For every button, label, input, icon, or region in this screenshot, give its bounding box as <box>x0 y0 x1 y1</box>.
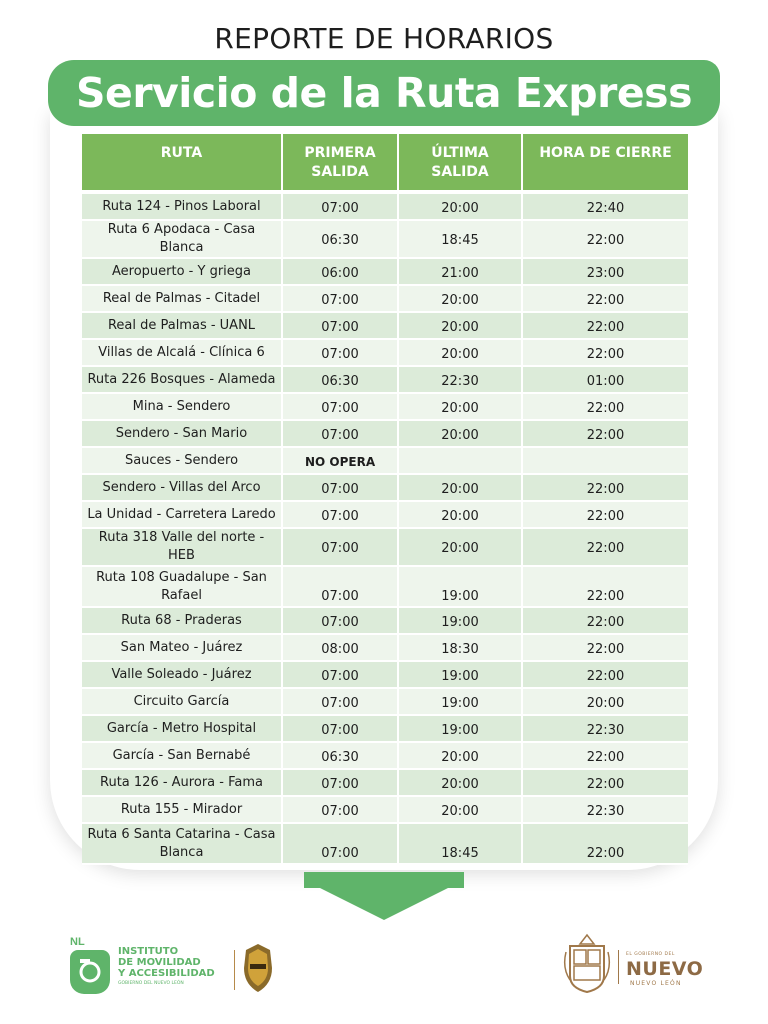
last-departure-cell: 18:45 <box>398 823 522 864</box>
nl-tag: NL <box>70 936 85 948</box>
last-departure-cell: 21:00 <box>398 258 522 285</box>
table-row <box>82 366 688 393</box>
last-departure-cell: 20:00 <box>398 192 522 220</box>
table-row <box>82 634 688 661</box>
last-departure-cell: 19:00 <box>398 715 522 742</box>
last-departure-cell: 20:00 <box>398 742 522 769</box>
first-departure-cell: 07:00 <box>282 339 398 366</box>
table-row <box>82 220 688 258</box>
coat-of-arms-icon <box>562 932 612 996</box>
route-cell: Sendero - San Mario <box>82 420 282 447</box>
col-header-route: RUTA <box>82 134 282 192</box>
first-departure-cell: 07:00 <box>282 393 398 420</box>
closing-time-cell: 22:00 <box>522 607 688 634</box>
table-row <box>82 769 688 796</box>
last-departure-cell: 19:00 <box>398 661 522 688</box>
table-row <box>82 285 688 312</box>
route-cell: San Mateo - Juárez <box>82 634 282 661</box>
closing-time-cell: 22:00 <box>522 312 688 339</box>
route-cell: Ruta 124 - Pinos Laboral <box>82 192 282 220</box>
closing-time-cell: 22:30 <box>522 796 688 823</box>
table-row <box>82 528 688 566</box>
first-departure-cell: 07:00 <box>282 566 398 607</box>
route-cell: Sendero - Villas del Arco <box>82 474 282 501</box>
route-cell: Ruta 155 - Mirador <box>82 796 282 823</box>
closing-time-cell: 22:00 <box>522 769 688 796</box>
first-departure-cell: 06:30 <box>282 742 398 769</box>
first-departure-cell: 07:00 <box>282 312 398 339</box>
table-row <box>82 607 688 634</box>
closing-time-cell: 20:00 <box>522 688 688 715</box>
last-departure-cell: 20:00 <box>398 393 522 420</box>
route-cell: Real de Palmas - Citadel <box>82 285 282 312</box>
route-cell: La Unidad - Carretera Laredo <box>82 501 282 528</box>
institute-subtitle: GOBIERNO DEL NUEVO LEÓN <box>118 981 184 986</box>
first-departure-cell: 07:00 <box>282 285 398 312</box>
table-row <box>82 420 688 447</box>
closing-time-cell: 22:40 <box>522 192 688 220</box>
route-cell: Ruta 6 Apodaca - Casa Blanca <box>82 220 282 258</box>
table-row <box>82 312 688 339</box>
last-departure-cell: 20:00 <box>398 312 522 339</box>
closing-time-cell: 22:30 <box>522 715 688 742</box>
closing-time-cell: 01:00 <box>522 366 688 393</box>
closing-time-cell: 22:00 <box>522 742 688 769</box>
table-row <box>82 796 688 823</box>
closing-time-cell: 22:00 <box>522 285 688 312</box>
first-departure-cell: 06:30 <box>282 220 398 258</box>
first-departure-cell: 06:00 <box>282 258 398 285</box>
closing-time-cell: 22:00 <box>522 528 688 566</box>
last-departure-cell: 19:00 <box>398 566 522 607</box>
table-row <box>82 192 688 220</box>
logo-divider <box>234 950 235 990</box>
route-cell: Aeropuerto - Y griega <box>82 258 282 285</box>
route-cell: Ruta 68 - Praderas <box>82 607 282 634</box>
first-departure-cell: 07:00 <box>282 474 398 501</box>
gov-logo-divider <box>618 950 619 984</box>
first-departure-cell: 07:00 <box>282 688 398 715</box>
first-departure-cell: 06:30 <box>282 366 398 393</box>
route-cell: Ruta 318 Valle del norte - HEB <box>82 528 282 566</box>
government-logo <box>560 932 710 1002</box>
route-cell: Ruta 6 Santa Catarina - Casa Blanca <box>82 823 282 864</box>
last-departure-cell: 20:00 <box>398 528 522 566</box>
closing-time-cell: 22:00 <box>522 661 688 688</box>
first-departure-cell: 07:00 <box>282 796 398 823</box>
first-departure-cell: 07:00 <box>282 715 398 742</box>
closing-time-cell: 22:00 <box>522 474 688 501</box>
closing-time-cell: 22:00 <box>522 566 688 607</box>
table-row <box>82 447 688 474</box>
col-header-first-departure: PRIMERA SALIDA <box>282 134 398 192</box>
table-row <box>82 661 688 688</box>
nl-badge-icon <box>70 950 110 994</box>
last-departure-cell: 20:00 <box>398 420 522 447</box>
closing-time-cell: 22:00 <box>522 823 688 864</box>
gov-top-text: EL GOBIERNO DEL <box>626 952 675 957</box>
first-departure-cell: 08:00 <box>282 634 398 661</box>
route-cell: Sauces - Sendero <box>82 447 282 474</box>
last-departure-cell: 20:00 <box>398 796 522 823</box>
closing-time-cell <box>522 447 688 474</box>
table-row <box>82 566 688 607</box>
last-departure-cell: 19:00 <box>398 607 522 634</box>
closing-time-cell: 23:00 <box>522 258 688 285</box>
route-cell: García - San Bernabé <box>82 742 282 769</box>
last-departure-cell: 20:00 <box>398 501 522 528</box>
report-heading: REPORTE DE HORARIOS <box>214 22 554 55</box>
table-row <box>82 339 688 366</box>
table-row <box>82 688 688 715</box>
not-operating-note: NO OPERA <box>282 447 398 474</box>
first-departure-cell: 07:00 <box>282 192 398 220</box>
closing-time-cell: 22:00 <box>522 220 688 258</box>
first-departure-cell: 07:00 <box>282 528 398 566</box>
institute-name: INSTITUTO DE MOVILIDAD Y ACCESIBILIDAD <box>118 946 215 979</box>
route-cell: Valle Soleado - Juárez <box>82 661 282 688</box>
route-cell: Circuito García <box>82 688 282 715</box>
first-departure-cell: 07:00 <box>282 607 398 634</box>
schedule-table <box>82 134 688 865</box>
route-cell: Ruta 226 Bosques - Alameda <box>82 366 282 393</box>
first-departure-cell: 07:00 <box>282 661 398 688</box>
last-departure-cell: 20:00 <box>398 769 522 796</box>
down-arrow-icon <box>304 880 464 920</box>
first-departure-cell: 07:00 <box>282 420 398 447</box>
gov-sub-text: NUEVO LEÓN <box>630 980 682 987</box>
last-departure-cell: 19:00 <box>398 688 522 715</box>
banner-title: Servicio de la Ruta Express <box>76 69 692 117</box>
closing-time-cell: 22:00 <box>522 420 688 447</box>
last-departure-cell: 18:45 <box>398 220 522 258</box>
route-cell: Real de Palmas - UANL <box>82 312 282 339</box>
last-departure-cell <box>398 447 522 474</box>
route-cell: García - Metro Hospital <box>82 715 282 742</box>
table-row <box>82 258 688 285</box>
route-cell: Villas de Alcalá - Clínica 6 <box>82 339 282 366</box>
col-header-closing-time: HORA DE CIERRE <box>522 134 688 192</box>
last-departure-cell: 18:30 <box>398 634 522 661</box>
last-departure-cell: 20:00 <box>398 339 522 366</box>
closing-time-cell: 22:00 <box>522 634 688 661</box>
institute-logo <box>64 936 304 1000</box>
closing-time-cell: 22:00 <box>522 501 688 528</box>
first-departure-cell: 07:00 <box>282 501 398 528</box>
table-row <box>82 742 688 769</box>
table-header-row <box>82 134 688 192</box>
table-row <box>82 715 688 742</box>
route-cell: Ruta 108 Guadalupe - San Rafael <box>82 566 282 607</box>
police-shield-icon <box>242 942 274 994</box>
table-row <box>82 823 688 864</box>
col-header-last-departure: ÚLTIMA SALIDA <box>398 134 522 192</box>
last-departure-cell: 20:00 <box>398 474 522 501</box>
table-row <box>82 501 688 528</box>
first-departure-cell: 07:00 <box>282 769 398 796</box>
last-departure-cell: 20:00 <box>398 285 522 312</box>
last-departure-cell: 22:30 <box>398 366 522 393</box>
table-row <box>82 474 688 501</box>
first-departure-cell: 07:00 <box>282 823 398 864</box>
route-cell: Ruta 126 - Aurora - Fama <box>82 769 282 796</box>
gov-main-text: NUEVO <box>626 958 704 980</box>
closing-time-cell: 22:00 <box>522 393 688 420</box>
closing-time-cell: 22:00 <box>522 339 688 366</box>
table-row <box>82 393 688 420</box>
schedule-table-wrapper <box>82 134 688 865</box>
route-cell: Mina - Sendero <box>82 393 282 420</box>
